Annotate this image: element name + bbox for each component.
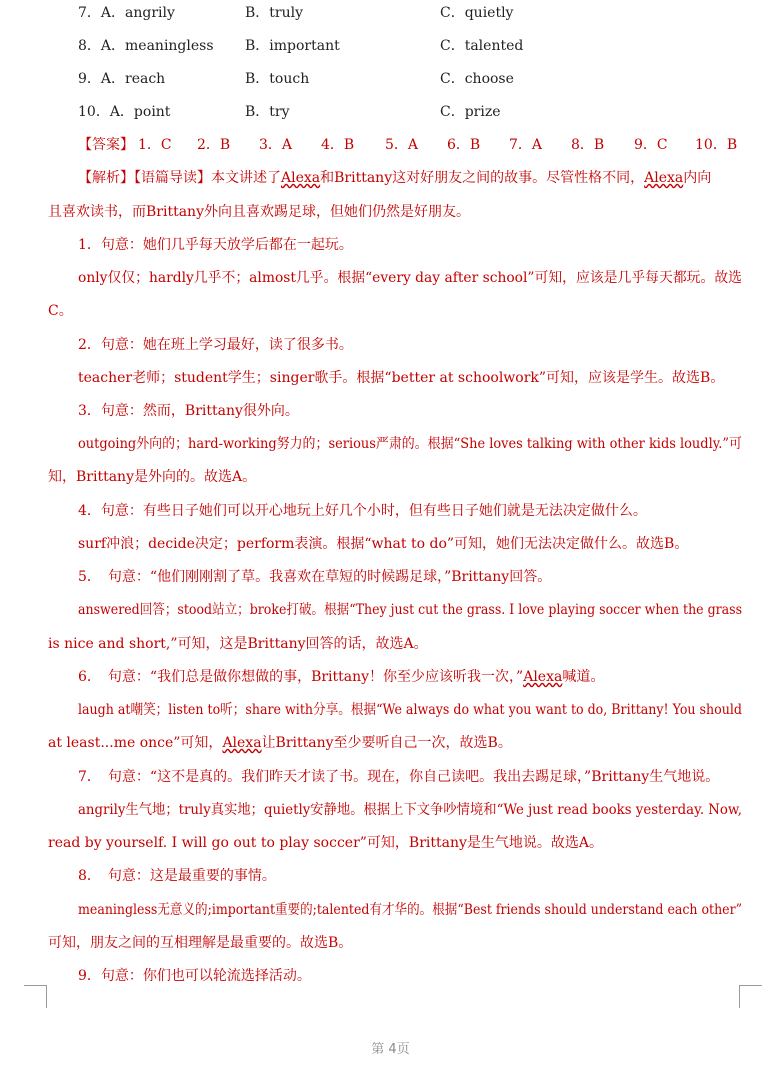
analysis-mid: 和Brittany这对好朋友之间的故事。尽管性格不同， [320,170,645,186]
option-a: 9．A．reach [78,71,166,87]
answer-item: 2．B [197,137,231,153]
option-b: B．try [245,104,290,120]
analysis-lead: 【解析】【语篇导读】本文讲述了 [78,170,281,186]
text-line [78,666,604,686]
text-line: 7． 句意：“这不是真的。我们昨天才读了书。现在，你自己读吧。我出去踢足球，”Brittany生气地说。 [78,769,720,785]
answer-line [78,134,134,154]
page-number: 第 4页 [371,1042,410,1057]
text-line: 1．句意：她们几乎每天放学后都在一起玩。 [78,237,353,253]
text-line: 9．句意：你们也可以轮流选择活动。 [78,968,311,984]
option-c: C．prize [440,104,501,120]
text-line: is nice and short,”可知，这是Brittany回答的话，故选A。 [48,636,428,652]
answer-item: 9．C [634,137,668,153]
text-line: angrily生气地；truly真实地；quietly安静地。根据上下文争吵情境和“We just read books yesterday. Now, [78,802,742,818]
text-line [48,732,512,752]
answer-item: 8．B [571,137,605,153]
name-alexa: Alexa [222,735,262,751]
text-line: read by yourself. I will go out to play soccer”可知，Brittany是生气地说。故选A。 [48,835,604,851]
option-a: 8．A．meaningless [78,38,214,54]
name-alexa: Alexa [281,170,321,186]
option-a: 10．A．point [78,104,171,120]
option-a: 7．A．angrily [78,5,175,21]
text-span: 喊道。 [562,669,605,685]
margin-corner-left [24,985,47,1008]
name-alexa: Alexa [523,669,563,685]
option-c: C．quietly [440,5,514,21]
answer-item: 4．B [321,137,355,153]
text-line: 可知，朋友之间的互相理解是最重要的。故选B。 [48,935,353,951]
text-line: 知，Brittany是外向的。故选A。 [48,469,257,485]
answer-item: 5．A [385,137,419,153]
answer-item: 6．B [447,137,481,153]
analysis-line-2: 且喜欢读书，而Brittany外向且喜欢踢足球，但她们仍然是好朋友。 [48,204,470,220]
text-line: meaningless无意义的;important重要的;talented有才华的。根据“Best friends should understand each other” [78,902,743,918]
text-line: surf冲浪；decide决定；perform表演。根据“what to do”可知，她们无法决定做什么。故选B。 [78,536,689,552]
option-c: C．talented [440,38,524,54]
text-line: 3．句意：然而，Brittany很外向。 [78,403,299,419]
text-line: answered回答；stood站立；broke打破。根据“They just cut the grass. I love playing soccer when the grass [78,602,743,618]
analysis-line-1 [78,167,711,187]
text-span: 让Brittany至少要听自己一次，故选B。 [261,735,512,751]
answer-item: 3．A [259,137,293,153]
answer-item: 1．C [138,137,172,153]
answer-item: 7．A [509,137,543,153]
answer-item: 10．B [695,137,738,153]
option-c: C．choose [440,71,514,87]
option-b: B．truly [245,5,304,21]
option-b: B．important [245,38,340,54]
text-span: 6． 句意：“我们总是做你想做的事，Brittany！你至少应该听我一次，” [78,669,524,685]
text-line: teacher老师；student学生；singer歌手。根据“better at schoolwork”可知，应该是学生。故选B。 [78,370,725,386]
text-line: 4．句意：有些日子她们可以开心地玩上好几个小时，但有些日子她们就是无法决定做什么。 [78,503,647,519]
text-line: only仅仅；hardly几乎不；almost几乎。根据“every day after school”可知，应该是几乎每天都玩。故选 [78,270,742,286]
text-line: 8． 句意：这是最重要的事情。 [78,868,276,884]
analysis-tail: 内向 [683,170,712,186]
name-alexa: Alexa [644,170,684,186]
text-line: 5． 句意：“他们刚刚割了草。我喜欢在草短的时候踢足球，”Brittany回答。 [78,569,552,585]
text-line: outgoing外向的；hard-working努力的；serious严肃的。根据“She loves talking with other kids loudly.”可 [78,436,743,452]
answer-label: 【答案】 [78,137,134,153]
text-line: laugh at嘲笑；listen to听；share with分享。根据“We always do what you want to do, Brittany! You should [78,702,742,718]
margin-corner-right [739,985,762,1008]
option-b: B．touch [245,71,310,87]
text-line: 2．句意：她在班上学习最好，读了很多书。 [78,337,353,353]
text-span: at least...me once”可知， [48,735,223,751]
text-line: C。 [48,303,73,319]
